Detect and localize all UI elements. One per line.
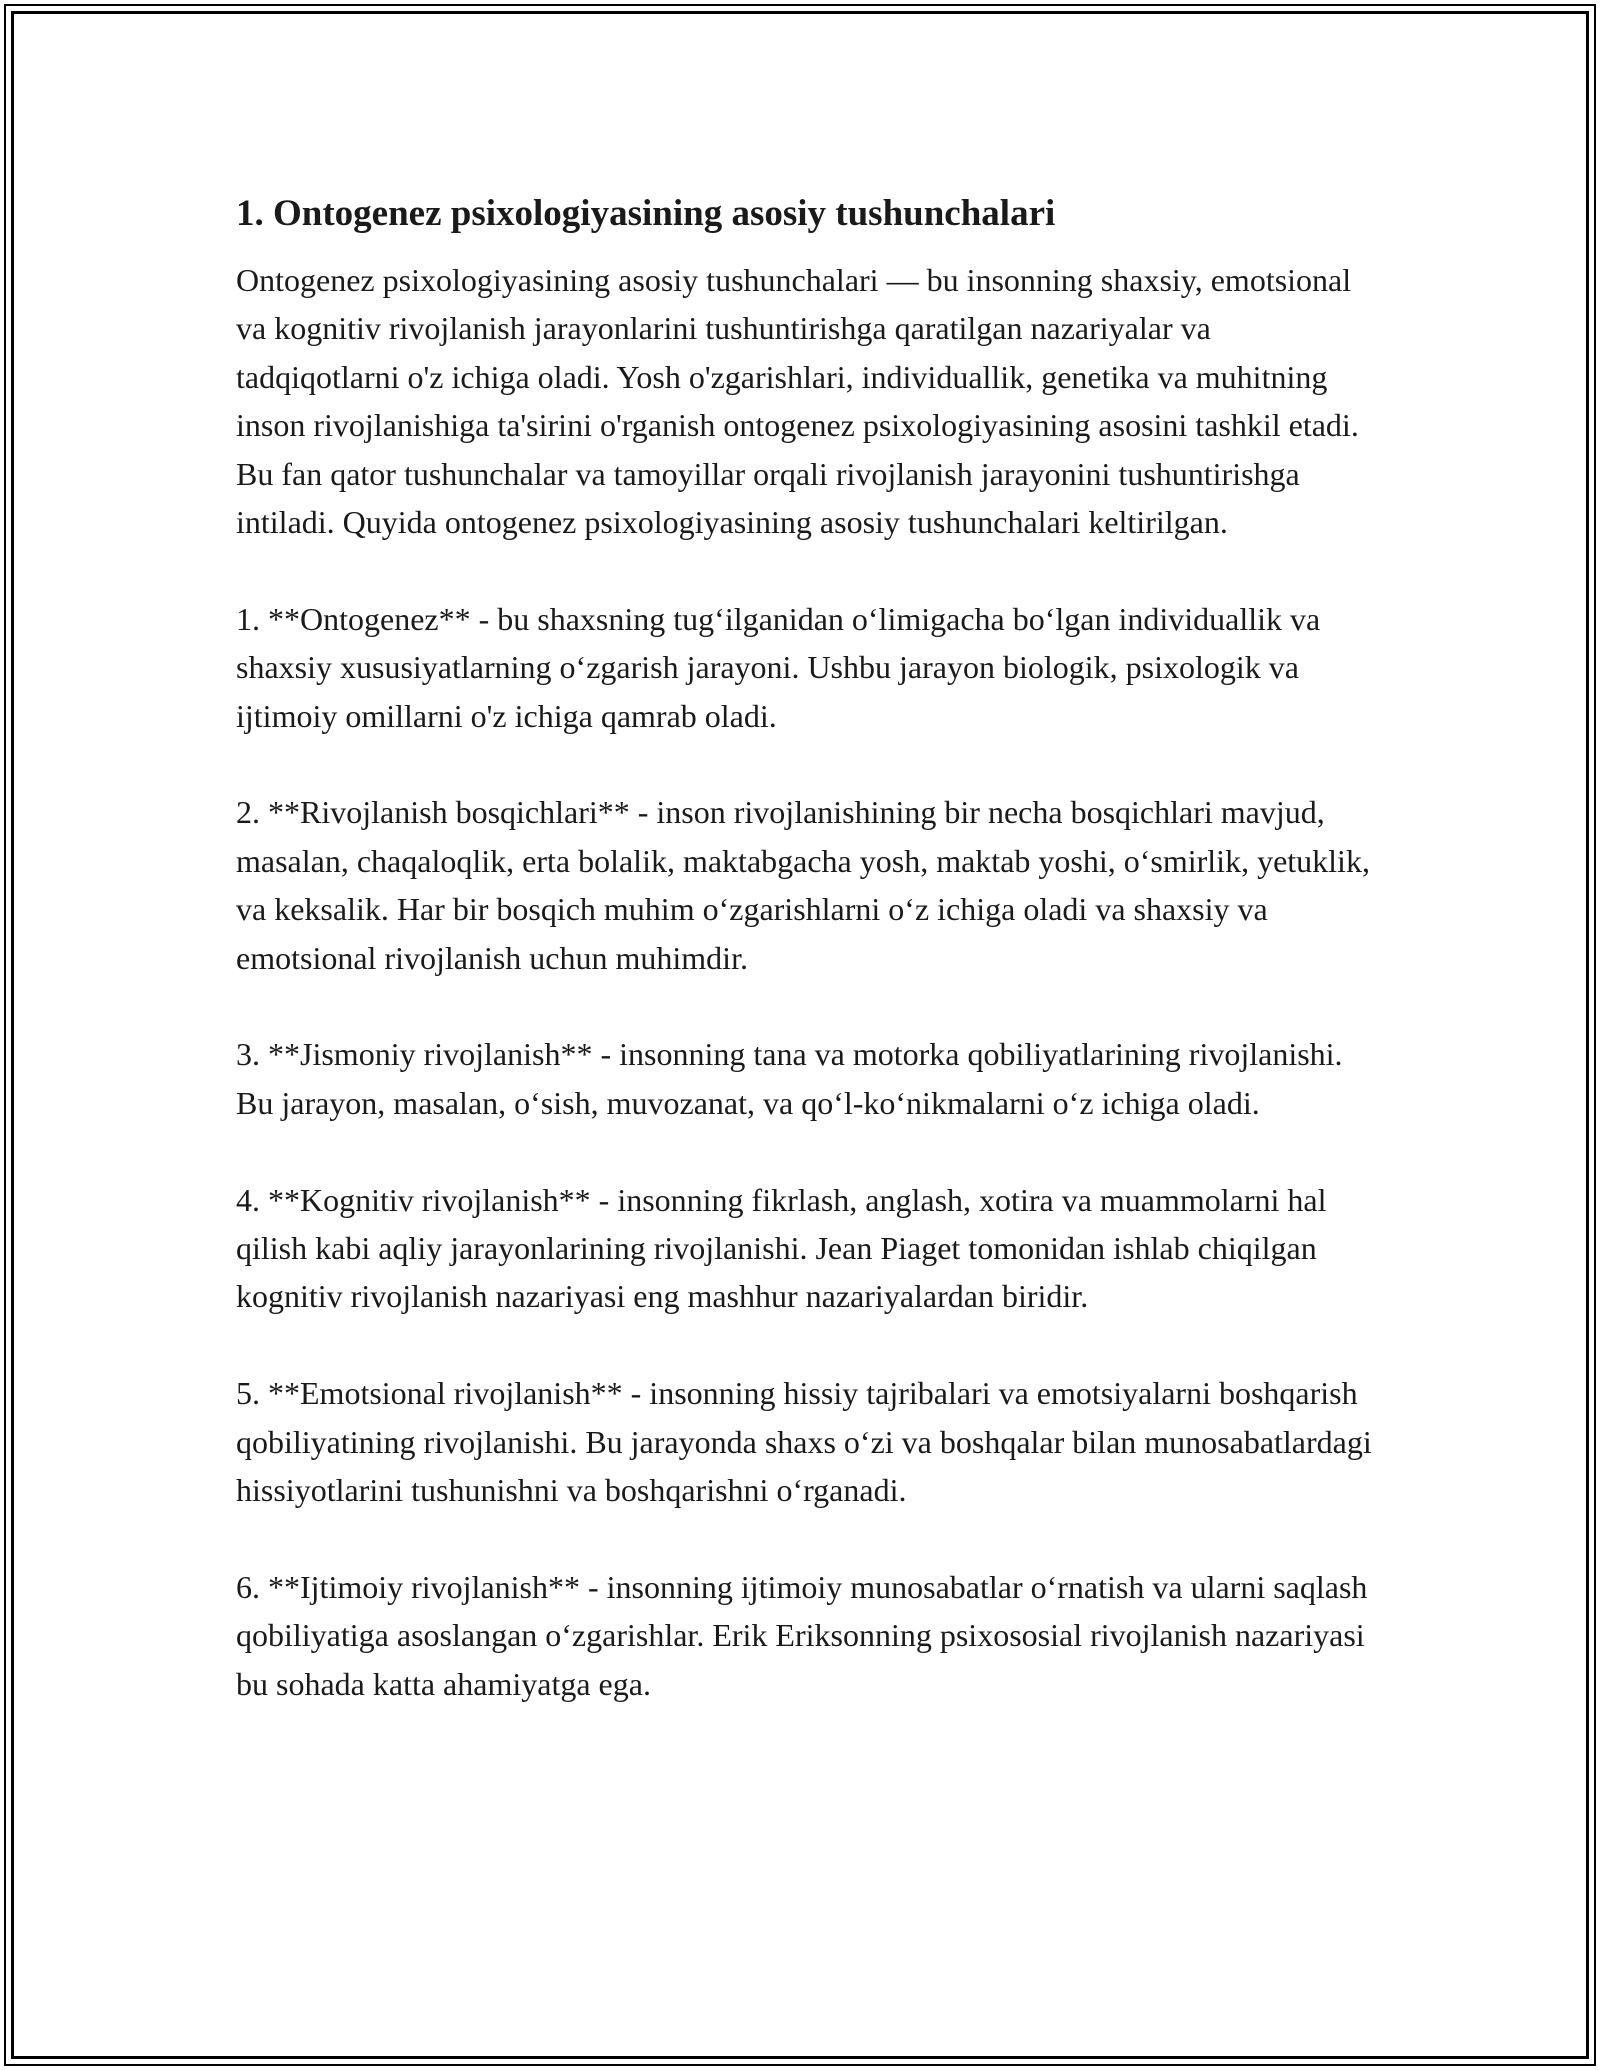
list-item-ijtimoiy-rivojlanish: 6. **Ijtimoiy rivojlanish** - insonning ijtimoiy munosabatlar oʻrnatish va ularni saqlash qobiliyatiga asoslangan oʻzgarishlar. Erik Eriksonning psixososial rivojlanish nazariyasi bu sohada katta ahamiyatga ega. [236, 1568, 1368, 1702]
list-item-jismoniy-rivojlanish: 3. **Jismoniy rivojlanish** - insonning tana va motorka qobiliyatlarining rivojlanishi. Bu jarayon, masalan, oʻsish, muvozanat, va qoʻl-koʻnikmalarni oʻz ichiga oladi. [236, 1036, 1343, 1121]
list-item-ontogenez: 1. **Ontogenez** - bu shaxsning tugʻilganidan oʻlimigacha boʻlgan individuallik va shaxsiy xususiyatlarning oʻzgarish jarayoni. Ushbu jarayon biologik, psixologik va ijtimoiy omillarni o'z ichiga qamrab oladi. [236, 600, 1321, 734]
list-item-kognitiv-rivojlanish: 4. **Kognitiv rivojlanish** - insonning fikrlash, anglash, xotira va muammolarni hal qilish kabi aqliy jarayonlarining rivojlanishi. Jean Piaget tomonidan ishlab chiqilgan kognitiv rivojlanish nazariyasi eng mashhur nazariyalardan biridir. [236, 1181, 1327, 1315]
intro-paragraph: Ontogenez psixologiyasining asosiy tushunchalari — bu insonning shaxsiy, emotsional va kognitiv rivojlanish jarayonlarini tushuntirishga qaratilgan nazariyalar va tadqiqotlarni o'z ichiga oladi. Yosh o'zgarishlari, individuallik, genetika va muhitning inson rivojlanishiga ta'sirini o'rganish ontogenez psixologiyasining asosini tashkil etadi. Bu fan qator tushunchalar va tamoyillar orqali rivojlanish jarayonini tushuntirishga intiladi. Quyida ontogenez psixologiyasining asosiy tushunchalari keltirilgan. [236, 262, 1359, 541]
list-item-emotsional-rivojlanish: 5. **Emotsional rivojlanish** - insonning hissiy tajribalari va emotsiyalarni boshqarish qobiliyatining rivojlanishi. Bu jarayonda shaxs oʻzi va boshqalar bilan munosabatlardagi hissiyotlarini tushunishni va boshqarishni oʻrganadi. [236, 1375, 1372, 1509]
list-item-rivojlanish-bosqichlari: 2. **Rivojlanish bosqichlari** - inson rivojlanishining bir necha bosqichlari mavjud, masalan, chaqaloqlik, erta bolalik, maktabgacha yosh, maktab yoshi, oʻsmirlik, yetuklik, va keksalik. Har bir bosqich muhim oʻzgarishlarni oʻz ichiga oladi va shaxsiy va emotsional rivojlanish uchun muhimdir. [236, 794, 1370, 976]
document-body [236, 190, 1376, 1756]
section-heading: 1. Ontogenez psixologiyasining asosiy tushunchalari [236, 193, 1056, 234]
